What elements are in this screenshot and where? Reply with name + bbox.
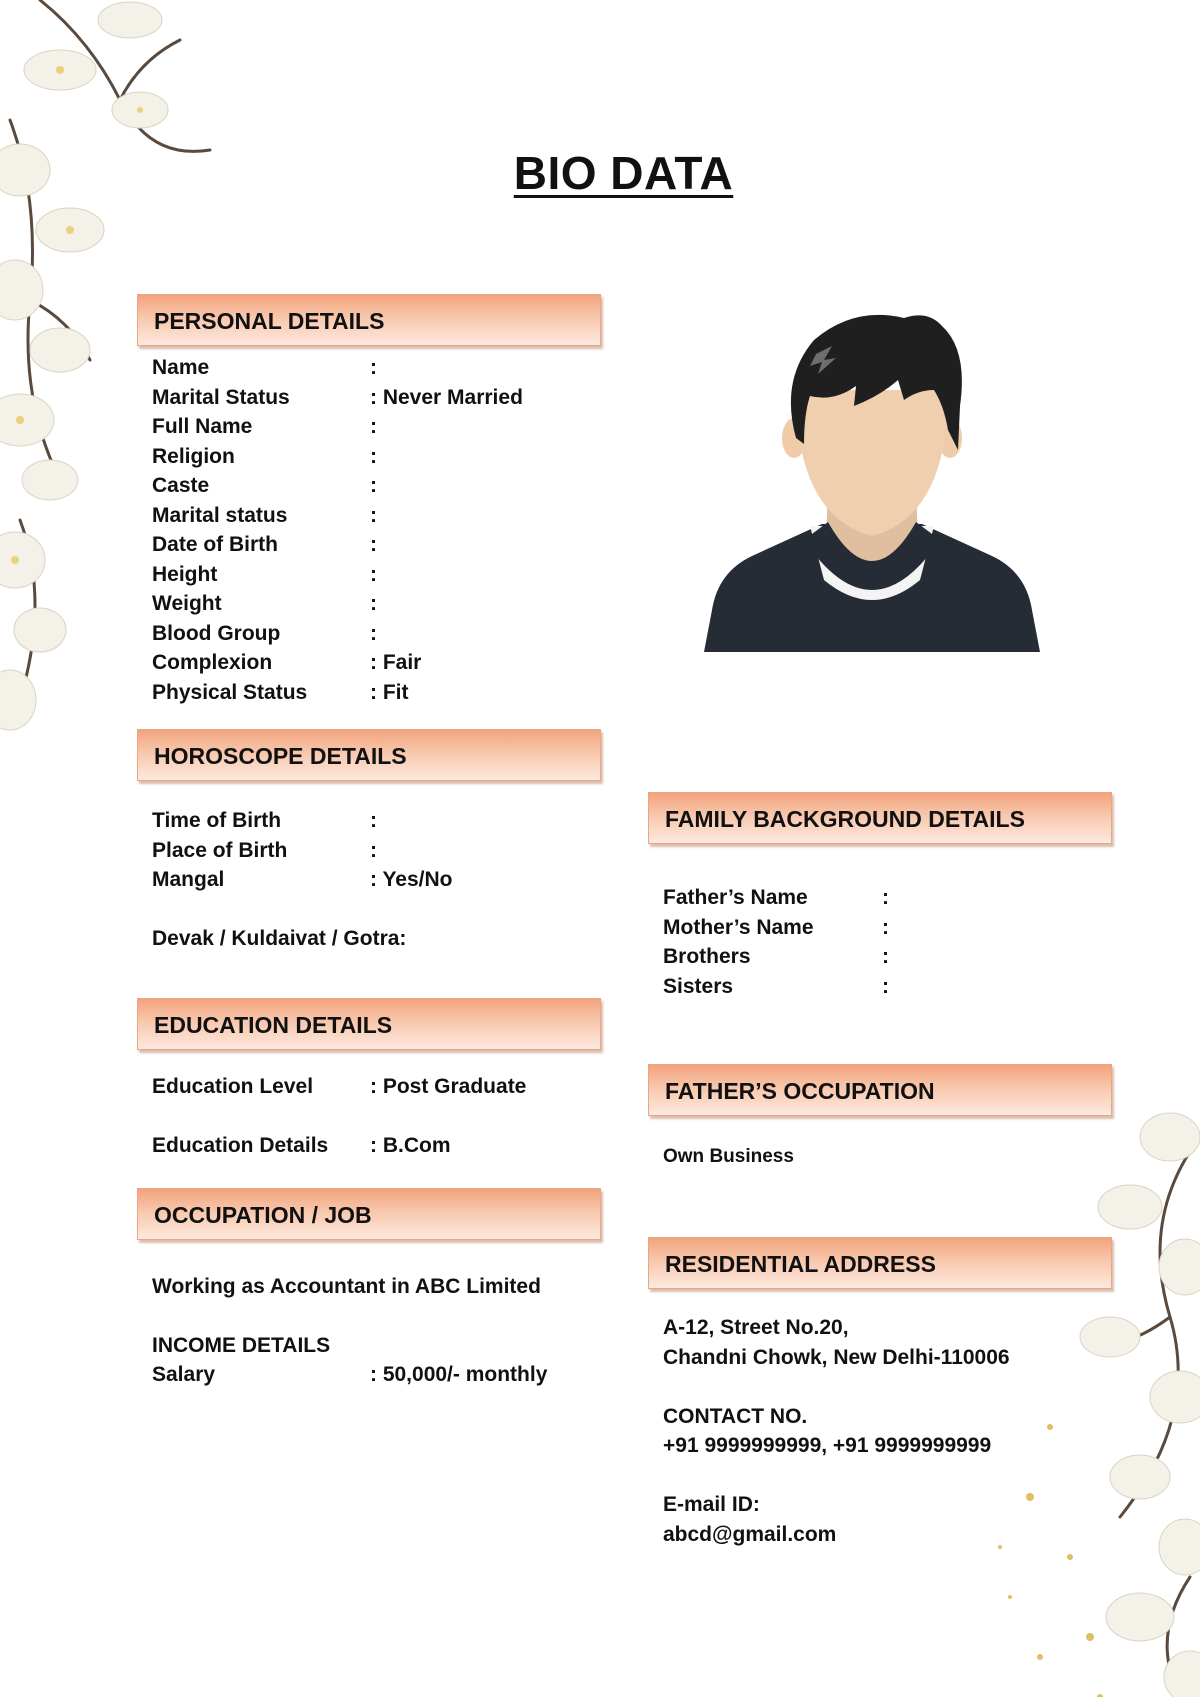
horoscope-details-header: HOROSCOPE DETAILS <box>137 729 601 781</box>
field-value: : Fair <box>370 651 422 674</box>
field-label: Salary <box>152 1363 216 1386</box>
field-value: : Post Graduate <box>370 1075 527 1098</box>
field-value: : <box>882 886 889 909</box>
field-label: Time of Birth <box>152 809 282 832</box>
field-label: Name <box>152 356 210 379</box>
field-label: Marital status <box>152 503 288 527</box>
field-label: Mother’s Name <box>663 915 814 939</box>
address-line-1: A-12, Street No.20, <box>663 1316 849 1339</box>
address-line-2: Chandni Chowk, New Delhi-110006 <box>663 1345 1010 1369</box>
contact-numbers: +91 9999999999, +91 9999999999 <box>663 1434 992 1457</box>
field-value: : <box>370 503 377 527</box>
field-label: Mangal <box>152 868 225 891</box>
field-label: Education Details <box>152 1134 329 1157</box>
field-label: Devak / Kuldaivat / Gotra: <box>152 927 407 950</box>
email-address: abcd@gmail.com <box>663 1522 837 1546</box>
field-value: : <box>370 592 377 615</box>
personal-details-header: PERSONAL DETAILS <box>137 294 601 346</box>
page-title: BIO DATA <box>513 147 734 199</box>
field-label: Sisters <box>663 974 734 998</box>
field-value: : 50,000/- monthly <box>370 1363 548 1386</box>
field-label: Blood Group <box>152 621 281 645</box>
profile-photo <box>704 310 1040 652</box>
email-title: E-mail ID: <box>663 1493 760 1516</box>
field-value: : Yes/No <box>370 868 453 891</box>
field-value: : <box>370 474 377 497</box>
field-value: : Never Married <box>370 385 523 409</box>
field-value: : <box>882 974 889 998</box>
field-label: Place of Birth <box>152 838 288 862</box>
floral-decoration-bottom-right <box>940 1097 1200 1697</box>
field-value: : <box>370 621 377 645</box>
field-label: Father’s Name <box>663 886 808 909</box>
field-value: : <box>370 809 377 832</box>
field-label: Full Name <box>152 415 253 438</box>
fathers-occupation-header: FATHER’S OCCUPATION <box>648 1064 1112 1116</box>
field-label: Caste <box>152 474 210 497</box>
field-label: Complexion <box>152 651 273 674</box>
field-label: Physical Status <box>152 680 308 704</box>
occupation-text: Working as Accountant in ABC Limited <box>152 1275 541 1298</box>
field-value: : <box>882 915 889 939</box>
field-label: Education Level <box>152 1075 314 1098</box>
fathers-occupation-text: Own Business <box>663 1146 794 1167</box>
contact-title: CONTACT NO. <box>663 1404 808 1428</box>
field-value: : Fit <box>370 680 409 704</box>
field-label: Religion <box>152 444 235 468</box>
field-label: Height <box>152 562 218 586</box>
occupation-header: OCCUPATION / JOB <box>137 1188 601 1240</box>
field-label: Weight <box>152 592 222 615</box>
field-label: Date of Birth <box>152 533 278 556</box>
field-value: : B.Com <box>370 1134 451 1157</box>
field-value: : <box>370 838 377 862</box>
field-value: : <box>882 945 889 968</box>
income-details-title: INCOME DETAILS <box>152 1334 331 1357</box>
education-details-header: EDUCATION DETAILS <box>137 998 601 1050</box>
residential-address-header: RESIDENTIAL ADDRESS <box>648 1237 1112 1289</box>
field-value: : <box>370 444 377 468</box>
field-label: Brothers <box>663 945 751 968</box>
field-value: : <box>370 415 377 438</box>
field-value: : <box>370 562 377 586</box>
field-label: Marital Status <box>152 385 290 409</box>
field-value: : <box>370 356 377 379</box>
field-value: : <box>370 533 377 556</box>
family-background-header: FAMILY BACKGROUND DETAILS <box>648 792 1112 844</box>
